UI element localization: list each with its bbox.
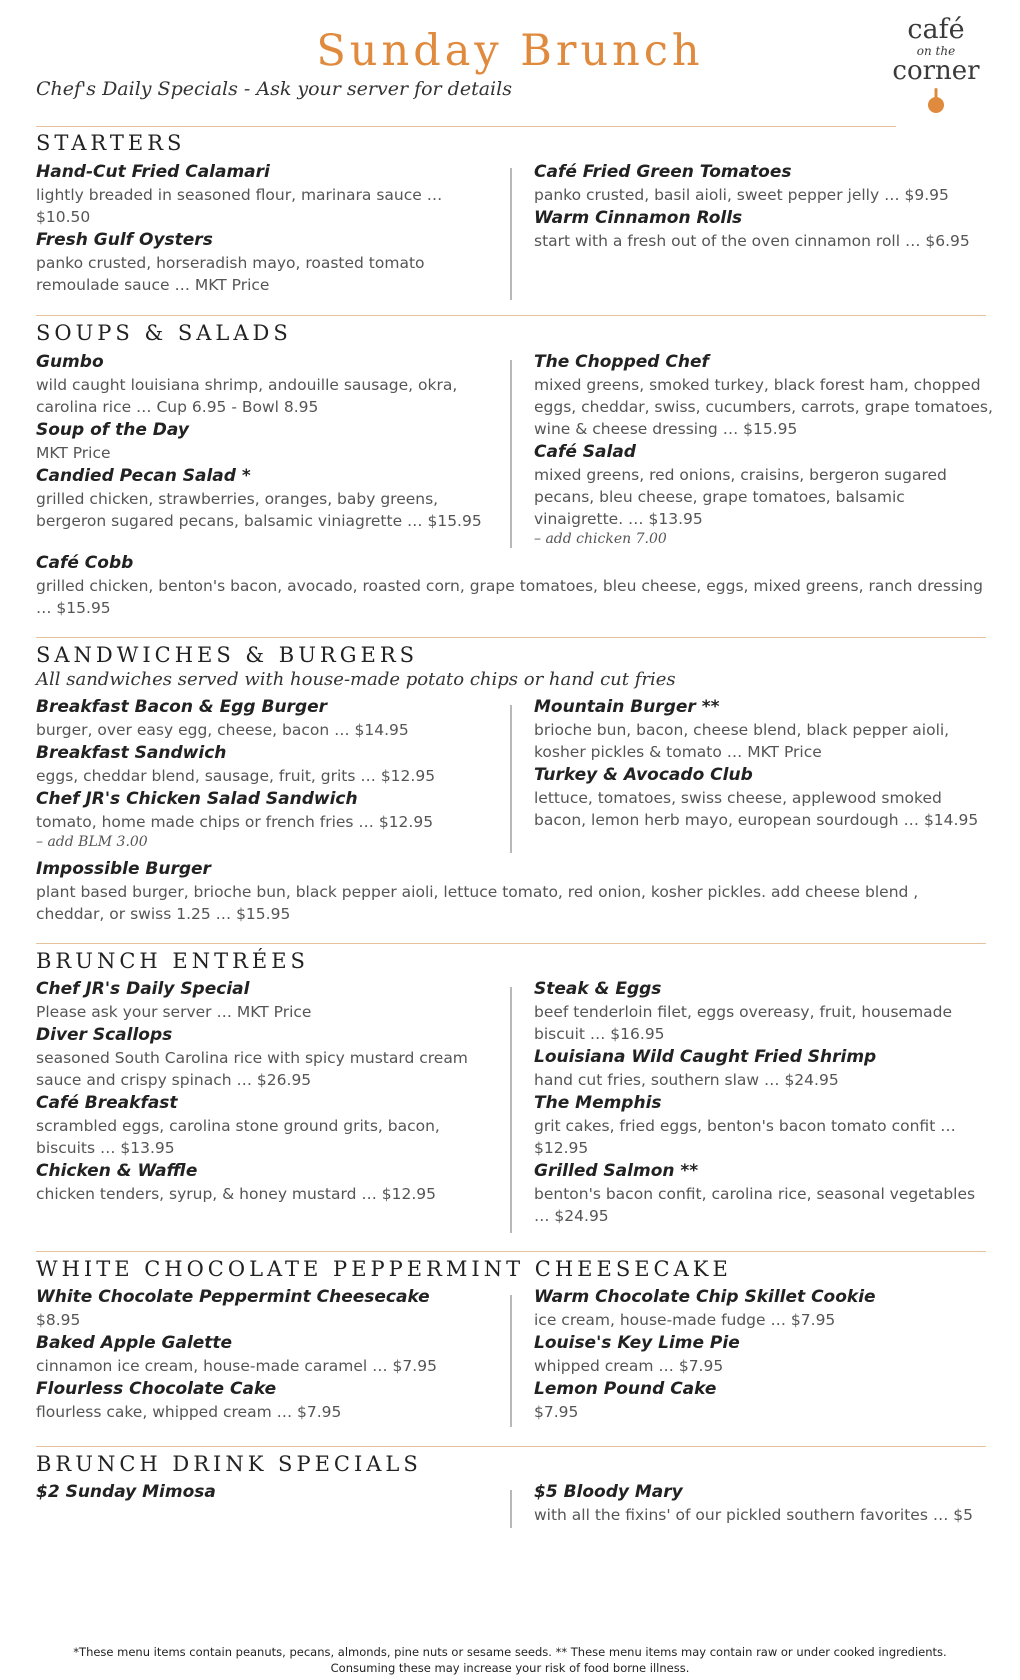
item-name: Louise's Key Lime Pie xyxy=(534,1333,740,1353)
item-desc: scrambled eggs, carolina stone ground grits, bacon, biscuits … $13.95 xyxy=(36,1117,440,1157)
item-desc: lettuce, tomatoes, swiss cheese, applewood smoked bacon, lemon herb mayo, european sourdough … $14.95 xyxy=(534,789,979,829)
item-desc: $8.95 xyxy=(36,1311,81,1329)
item-name: The Chopped Chef xyxy=(534,352,709,372)
item-name: Gumbo xyxy=(36,352,104,372)
menu-item xyxy=(36,228,486,296)
starters-right-column xyxy=(534,160,994,252)
menu-item xyxy=(36,977,486,1023)
section-title-desserts: WHITE CHOCOLATE PEPPERMINT CHEESECAKE xyxy=(36,1257,732,1281)
desserts-right-column xyxy=(534,1285,994,1423)
menu-item xyxy=(36,1377,486,1423)
item-desc: beef tenderloin filet, eggs overeasy, fruit, housemade biscuit … $16.95 xyxy=(534,1003,953,1043)
item-name: Mountain Burger ** xyxy=(534,697,720,717)
section-divider xyxy=(36,637,986,638)
item-desc: brioche bun, bacon, cheese blend, black pepper aioli, kosher pickles & tomato … MKT Price xyxy=(534,721,950,761)
item-addon-note: – add chicken 7.00 xyxy=(534,531,667,547)
section-title-soups: SOUPS & SALADS xyxy=(36,321,292,345)
menu-item xyxy=(534,1159,994,1227)
column-divider xyxy=(510,987,512,1233)
item-desc: plant based burger, brioche bun, black pepper aioli, lettuce tomato, red onion, kosher pickles. add cheese blend , cheddar, or swiss 1.25 … $15.95 xyxy=(36,883,919,923)
drinks-right-column xyxy=(534,1480,994,1526)
item-name: Chicken & Waffle xyxy=(36,1161,198,1181)
item-desc: cinnamon ice cream, house-made caramel … $7.95 xyxy=(36,1357,437,1375)
menu-item xyxy=(534,160,994,206)
item-name: Diver Scallops xyxy=(36,1025,173,1045)
menu-item xyxy=(534,695,994,763)
soups-right-column xyxy=(534,350,994,548)
menu-item xyxy=(534,1377,994,1423)
item-desc: with all the fixins' of our pickled southern favorites … $5 xyxy=(534,1506,973,1524)
sandwiches-right-column xyxy=(534,695,994,831)
item-name: Louisiana Wild Caught Fried Shrimp xyxy=(534,1047,877,1067)
item-name: Café Fried Green Tomatoes xyxy=(534,162,792,182)
item-name: Café Salad xyxy=(534,442,636,462)
item-name: Grilled Salmon ** xyxy=(534,1161,699,1181)
column-divider xyxy=(510,360,512,548)
item-name: Warm Chocolate Chip Skillet Cookie xyxy=(534,1287,876,1307)
item-name: Café Breakfast xyxy=(36,1093,178,1113)
sandwiches-full-width-item xyxy=(36,857,991,925)
menu-item xyxy=(534,1480,994,1526)
section-divider xyxy=(36,315,986,316)
entrees-left-column xyxy=(36,977,486,1205)
starters-left-column xyxy=(36,160,486,296)
menu-item xyxy=(534,1045,994,1091)
item-desc: eggs, cheddar blend, sausage, fruit, grits … $12.95 xyxy=(36,767,436,785)
menu-item xyxy=(36,1159,486,1205)
skillet-icon xyxy=(926,88,946,114)
entrees-right-column xyxy=(534,977,994,1227)
item-name: $5 Bloody Mary xyxy=(534,1482,683,1502)
item-desc: panko crusted, basil aioli, sweet pepper jelly … $9.95 xyxy=(534,186,949,204)
menu-item xyxy=(36,695,486,741)
menu-item xyxy=(36,350,486,418)
menu-item xyxy=(534,440,994,548)
soups-left-column xyxy=(36,350,486,532)
desserts-left-column xyxy=(36,1285,486,1423)
item-desc: tomato, home made chips or french fries … $12.95 xyxy=(36,813,434,831)
page-title: Sunday Brunch xyxy=(316,26,704,76)
column-divider xyxy=(510,168,512,300)
menu-item xyxy=(36,551,991,619)
menu-item xyxy=(534,206,994,252)
item-name: $2 Sunday Mimosa xyxy=(36,1482,216,1502)
menu-item xyxy=(36,787,486,851)
section-divider xyxy=(36,1251,986,1252)
sandwiches-left-column xyxy=(36,695,486,851)
menu-item xyxy=(36,1480,486,1504)
column-divider xyxy=(510,1490,512,1528)
item-name: Hand-Cut Fried Calamari xyxy=(36,162,270,182)
item-name: White Chocolate Peppermint Cheesecake xyxy=(36,1287,430,1307)
item-name: Chef JR's Chicken Salad Sandwich xyxy=(36,789,358,809)
drinks-left-column xyxy=(36,1480,486,1504)
item-desc: panko crusted, horseradish mayo, roasted tomato remoulade sauce … MKT Price xyxy=(36,254,425,294)
item-name: Warm Cinnamon Rolls xyxy=(534,208,743,228)
menu-item xyxy=(36,1023,486,1091)
item-name: Café Cobb xyxy=(36,553,134,573)
menu-item xyxy=(36,1285,486,1331)
menu-item xyxy=(36,741,486,787)
menu-item xyxy=(534,1285,994,1331)
item-desc: hand cut fries, southern slaw … $24.95 xyxy=(534,1071,839,1089)
item-desc: lightly breaded in seasoned flour, marinara sauce … $10.50 xyxy=(36,186,443,226)
menu-item xyxy=(534,977,994,1045)
item-name: Lemon Pound Cake xyxy=(534,1379,717,1399)
allergen-disclaimer: *These menu items contain peanuts, pecans, almonds, pine nuts or sesame seeds. ** These menu items may contain raw or under cooked ingredients. Consuming these may increase your risk of food borne illness. xyxy=(73,1645,947,1675)
column-divider xyxy=(510,1295,512,1427)
item-name: Candied Pecan Salad * xyxy=(36,466,251,486)
item-desc: benton's bacon confit, carolina rice, seasonal vegetables … $24.95 xyxy=(534,1185,976,1225)
section-title-drinks: BRUNCH DRINK SPECIALS xyxy=(36,1452,422,1476)
item-desc: mixed greens, red onions, craisins, bergeron sugared pecans, bleu cheese, grape tomatoes, balsamic vinaigrette. … $13.95 xyxy=(534,466,947,528)
section-title-sandwiches: SANDWICHES & BURGERS xyxy=(36,643,419,667)
item-desc: ice cream, house-made fudge … $7.95 xyxy=(534,1311,836,1329)
logo-line-onthe: on the xyxy=(916,44,956,58)
item-desc: $7.95 xyxy=(534,1403,579,1421)
logo-line-corner: corner xyxy=(892,56,980,86)
section-title-entrees: BRUNCH ENTRÉES xyxy=(36,949,309,973)
cafe-logo xyxy=(888,16,984,114)
item-desc: burger, over easy egg, cheese, bacon … $14.95 xyxy=(36,721,409,739)
item-name: Turkey & Avocado Club xyxy=(534,765,753,785)
item-name: Flourless Chocolate Cake xyxy=(36,1379,277,1399)
item-name: Chef JR's Daily Special xyxy=(36,979,250,999)
logo-line-cafe: café xyxy=(907,14,965,45)
menu-item xyxy=(36,1331,486,1377)
menu-item xyxy=(36,857,991,925)
item-addon-note: – add BLM 3.00 xyxy=(36,834,148,850)
menu-item xyxy=(534,1091,994,1159)
item-desc: chicken tenders, syrup, & honey mustard … $12.95 xyxy=(36,1185,437,1203)
menu-item xyxy=(534,1331,994,1377)
item-desc: Please ask your server … MKT Price xyxy=(36,1003,312,1021)
item-desc: grilled chicken, benton's bacon, avocado, roasted corn, grape tomatoes, bleu cheese, eggs, mixed greens, ranch dressing … $15.95 xyxy=(36,577,983,617)
column-divider xyxy=(510,705,512,853)
item-name: The Memphis xyxy=(534,1093,662,1113)
item-name: Baked Apple Galette xyxy=(36,1333,233,1353)
item-desc: mixed greens, smoked turkey, black forest ham, chopped eggs, cheddar, swiss, cucumbers, carrots, grape tomatoes, wine & cheese dressing … $15.95 xyxy=(534,376,993,438)
menu-item xyxy=(534,350,994,440)
header-divider xyxy=(36,126,896,127)
menu-item xyxy=(36,160,486,228)
item-name: Steak & Eggs xyxy=(534,979,662,999)
section-note: All sandwiches served with house-made potato chips or hand cut fries xyxy=(36,669,676,690)
menu-item xyxy=(36,1091,486,1159)
item-desc: MKT Price xyxy=(36,444,111,462)
item-desc: seasoned South Carolina rice with spicy mustard cream sauce and crispy spinach … $26.95 xyxy=(36,1049,468,1089)
section-divider xyxy=(36,943,986,944)
page-subtitle: Chef's Daily Specials - Ask your server for details xyxy=(36,78,512,100)
item-desc: start with a fresh out of the oven cinnamon roll … $6.95 xyxy=(534,232,970,250)
item-desc: flourless cake, whipped cream … $7.95 xyxy=(36,1403,342,1421)
section-divider xyxy=(36,1446,986,1447)
item-name: Fresh Gulf Oysters xyxy=(36,230,213,250)
item-desc: wild caught louisiana shrimp, andouille sausage, okra, carolina rice … Cup 6.95 - Bowl 8.95 xyxy=(36,376,458,416)
item-name: Soup of the Day xyxy=(36,420,189,440)
item-name: Breakfast Sandwich xyxy=(36,743,227,763)
item-desc: grilled chicken, strawberries, oranges, baby greens, bergeron sugared pecans, balsamic viniagrette … $15.95 xyxy=(36,490,482,530)
item-name: Breakfast Bacon & Egg Burger xyxy=(36,697,328,717)
menu-item xyxy=(36,418,486,464)
item-name: Impossible Burger xyxy=(36,859,211,879)
item-desc: whipped cream … $7.95 xyxy=(534,1357,724,1375)
section-title-starters: STARTERS xyxy=(36,131,186,155)
menu-item xyxy=(36,464,486,532)
item-desc: grit cakes, fried eggs, benton's bacon tomato confit … $12.95 xyxy=(534,1117,956,1157)
menu-item xyxy=(534,763,994,831)
soups-full-width-item xyxy=(36,551,991,619)
